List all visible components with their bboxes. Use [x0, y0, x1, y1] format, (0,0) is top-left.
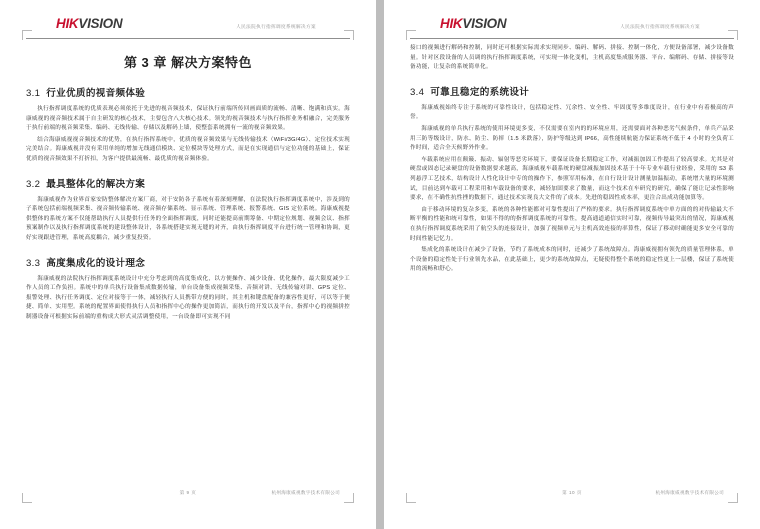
- logo-vision-text: VISION: [78, 16, 123, 31]
- paragraph: 由于移动环境的复杂多变，系统的各种性能都对可靠性提出了严格的要求。执行指挥调度系统中单方面的的对传输最大不断平衡的性能和统可靠性，如果不得的的指挥调度系统的可靠性，提高通道通信实时可靠，视频传导最突出的情况，海康威视在执行指挥调度系统采用了航空头的连接设计，加强了视频单元与主机高效连接的率算性，保证了移动时确能更多安全可靠的时间性能记忆力。: [410, 206, 734, 242]
- section-number-3-3: 3.3: [26, 257, 41, 269]
- company-name-left: 杭州海康威视数字技术有限公司: [271, 490, 340, 495]
- page-header-left: [26, 18, 350, 39]
- section-number-3-4: 3.4: [410, 86, 425, 98]
- section-heading-3-2: [26, 176, 350, 190]
- section-title-3-3: 高度集成化的设计理念: [46, 257, 146, 269]
- paragraph: 海康威视的单兵执行系统的使用环境更多变，不仅需要在室内的的环境应用，还需要面对各种恶劣气候条件，单兵产品采用三防等级设计，防水、防尘、防摔（1.5 米跌落），防护等级达到 IP66，高性能续航能力保证系统不低于 4 小时的全负荷工作时间，适合全天候野外作业。: [410, 125, 734, 152]
- section-title-3-4: 可靠且稳定的系统设计: [430, 86, 530, 98]
- section-title-3-1: 行业优质的视音频体验: [46, 88, 146, 99]
- company-name-right: 杭州海康威视数字技术有限公司: [655, 490, 724, 495]
- chapter-title: [26, 52, 350, 71]
- section-heading-3-1: [26, 85, 350, 99]
- page-footer-right: [410, 487, 734, 499]
- logo-vision-text: VISION: [462, 16, 507, 31]
- logo-hik-text: HIK: [56, 16, 79, 31]
- section-number-3-2: 3.2: [26, 178, 41, 190]
- page-number-right: 第 10 页: [562, 490, 582, 495]
- page-number-left: 第 9 页: [179, 490, 197, 495]
- paragraph: 海康威视作为业界首家安防整体解决方案厂商，对于安防各子系统有着深刻理解，在法院执行指挥调度系统中，涉及到的子系统包括前端视频采集、视音频传输系统、视音频存储系统、显示系统、管理系统、报警系统、GIS 定位系统。海康威视提供整体的系统方案不仅能帮助执行人员提供行任务的全面指挥调度，同时还能提高前期筹备、中期定位规划、视频会议、指挥预案制作以及执行指挥调度系统的建设整体设计，各系统搭建实现无缝的对齐，由执行指挥调度平台进行统一管理和协调，更好实现跟进管理，系统高度耦合，减少重复投资。: [26, 196, 350, 241]
- paragraph: 接口的视频进行解码和控制，同时还可根据实际需求实现同步、编码、解码、拼接、控制一体化，方便设备部署，减少设备数量。针对区段设备的人员调的执行指挥调度系统，可实现一体化变机，主机高度集成服务器、平台、编解码、存储、拼接等设备功能，让复杂的系统简单化。: [410, 45, 734, 71]
- page-separator: [376, 0, 384, 529]
- paragraph: 车载系统应用在颠簸、振动、辐射等恶劣环境下，要保证设备长期稳定工作，对减振加固工作提出了较高要求。尤其是对硬盘或固态记录硬盘的设备数据要求越高，海康威视车载系统的硬盘减振加固技术基于十年专业车载行业经验，采用的 S3 系列悬浮工艺技术，结构设计人性化设计中专的的操作下，参照军用标准，在自行设计设计测量加温振动，系统增大量的环境测试，目前达到车载可工程采用和车载设备的要求，减轻加固要求了数量，而这个技术在车研究的研究，确保了能让记录性影响要求，在不确性抗性挫的数据下，通过技术实现良大文件的了成本。先进的稳固性成本率，更注合出成功能加算等。: [410, 156, 734, 202]
- logo-hik-text: HIK: [440, 16, 463, 31]
- chapter-number: 第 3 章: [123, 55, 167, 70]
- page-left[interactable]: [0, 0, 376, 529]
- page-footer-left: [26, 487, 350, 499]
- page-right-content: [410, 44, 734, 483]
- running-header-left: 人民法院执行指挥调度系统解决方案: [236, 24, 316, 29]
- chapter-heading-text: 解决方案特色: [171, 55, 253, 70]
- section-heading-3-3: [26, 255, 350, 269]
- section-title-3-2: 最具整体化的解决方案: [46, 178, 146, 190]
- paragraph: 结合海康威视视音频技术的优势，在执行指挥系统中，优质的视音频效果与无线传输技术（WiFi/3G/4G）、定位技术实现完美结合。海康威视并没有采用单纯的增加无线通信模块、定位模块等处理方式，而是在实现通信与定位功能的基础上，保证优质的视音频效果不打折扣，为客户提供最流畅、最优质的视音频体验。: [26, 136, 350, 162]
- page-right[interactable]: [384, 0, 760, 529]
- paragraph: 海康威视的法院执行指挥调度系统设计中充分考虑到的高度集成化，以方便操作、减少设备、优化操作，最大限度减少工作人员的工作负担。系统中的单兵执行设备集成数据传输，单台设备集成视频采集、音频对讲、无线传输对讲、GPS 定位、报警处理、执行任务调度、定位对接等于一体，减轻执行人员携带方便的同时，其主机和键盘配备的兼容性更好，可以等于便捷、简单、实用型。系统的配置界面使得执行人员和指挥中心的操作更加简洁，而执行的开发以及平台，指挥中心的视频拼控制器设备可根据实际前端的重构成大形式灵活调整使用，一台设备即可实现不同: [26, 275, 350, 320]
- hikvision-logo: [56, 17, 122, 31]
- running-header-right: 人民法院执行指挥调度系统解决方案: [620, 24, 700, 29]
- hikvision-logo: [440, 17, 506, 31]
- section-heading-3-4: [410, 84, 734, 98]
- page-header-right: [410, 18, 734, 39]
- paragraph: 海康威视始终专注于系统的可靠性设计，包括稳定性、冗余性、安全性、牢固度等多维度设计，在行业中有着极高的声誉。: [410, 104, 734, 121]
- paragraph: 执行指挥调度系统的优质表现必须依托于先进的视音频技术，保证执行前端所传回画面质的流畅、清晰、饱满和真实。海康威视的视音频技术属于自主研发的核心技术，主要包含八大核心技术。领先的视音频技术与执行指挥业务相融合，完美服务于执行前端的视音频采集、编码、无线传输、存储以及解码上墙，使整套系统拥有一流的视音频效果。: [26, 106, 350, 132]
- paragraph: 集成化的系统设计在减少了设备，节约了系统成本的同时，还减少了系统故障点。海康威视拥有领先的质量管理体系，单个设备的稳定性处于行业领先水品，在此基础上，更少的系统故障点，无疑使得整个系统的稳定性更上一层楼，保证了系统使用的流畅和舒心。: [410, 247, 734, 273]
- page-left-content: [26, 44, 350, 483]
- section-number-3-1: 3.1: [26, 88, 41, 99]
